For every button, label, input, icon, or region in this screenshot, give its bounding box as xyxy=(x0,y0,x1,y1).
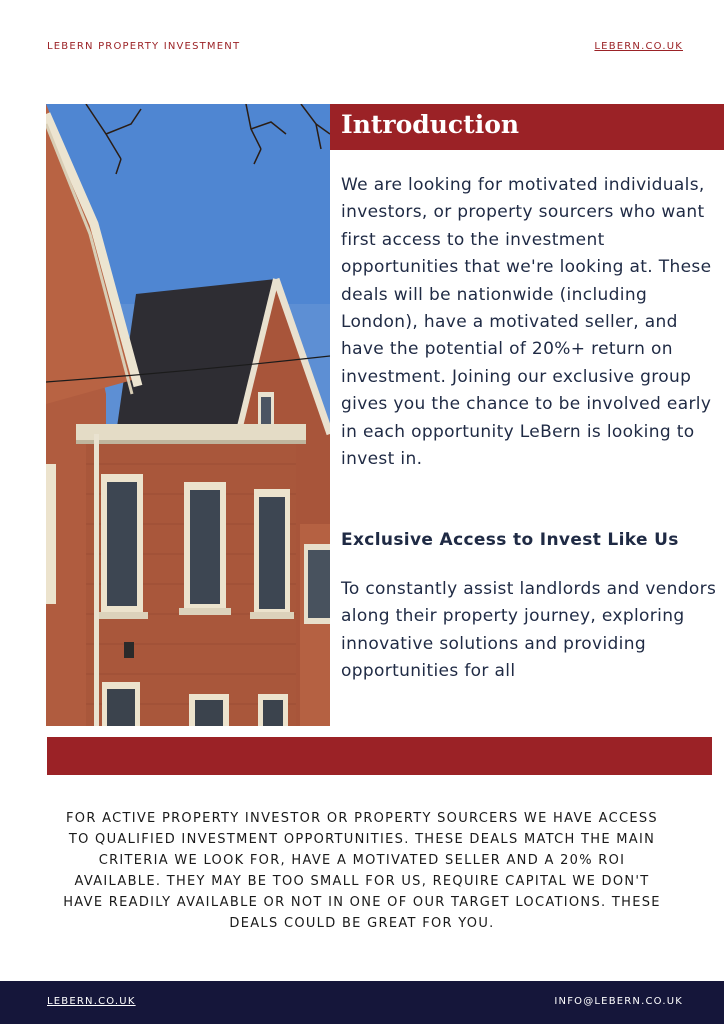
investor-details-paragraph: FOR ACTIVE PROPERTY INVESTOR OR PROPERTY SOURCERS WE HAVE ACCESS TO QUALIFIED INVESTMENT OPPORTUNITIES. THESE DEALS MATCH THE MAIN CRITERIA WE LOOK FOR, HAVE A MOTIVATED SELLER AND A 20% ROI AVAILABLE. THEY MAY BE TOO SMALL FOR US, REQUIRE CAPITAL WE DON'T HAVE READILY AVAILABLE OR NOT IN ONE OF OUR TARGET LOCATIONS. THESE DEALS COULD BE GREAT FOR YOU. xyxy=(63,811,661,931)
brand-name: LEBERN PROPERTY INVESTMENT xyxy=(47,41,241,52)
exclusive-access-heading: Exclusive Access to Invest Like Us xyxy=(341,530,679,550)
mission-paragraph: To constantly assist landlords and vendors along their property journey, exploring innovative solutions and providing opportunities for all xyxy=(341,579,717,682)
red-divider-band xyxy=(47,737,712,775)
header-website-link[interactable]: LEBERN.CO.UK xyxy=(594,41,683,52)
intro-title: Introduction xyxy=(341,110,520,139)
house-photo xyxy=(46,104,330,726)
footer-website-link[interactable]: LEBERN.CO.UK xyxy=(47,996,136,1007)
footer-email-link[interactable]: INFO@LEBERN.CO.UK xyxy=(554,996,683,1007)
footer-bar xyxy=(0,981,724,1024)
intro-paragraph: We are looking for motivated individuals, investors, or property sourcers who want first access to the investment opportunities that we're looking at. These deals will be nationwide (including London), have a motivated seller, and have the potential of 20%+ return on investment. Joining our exclusive group gives you the chance to be involved early in each opportunity LeBern is looking to invest in. xyxy=(341,175,712,470)
intro-header-bar xyxy=(330,104,724,150)
